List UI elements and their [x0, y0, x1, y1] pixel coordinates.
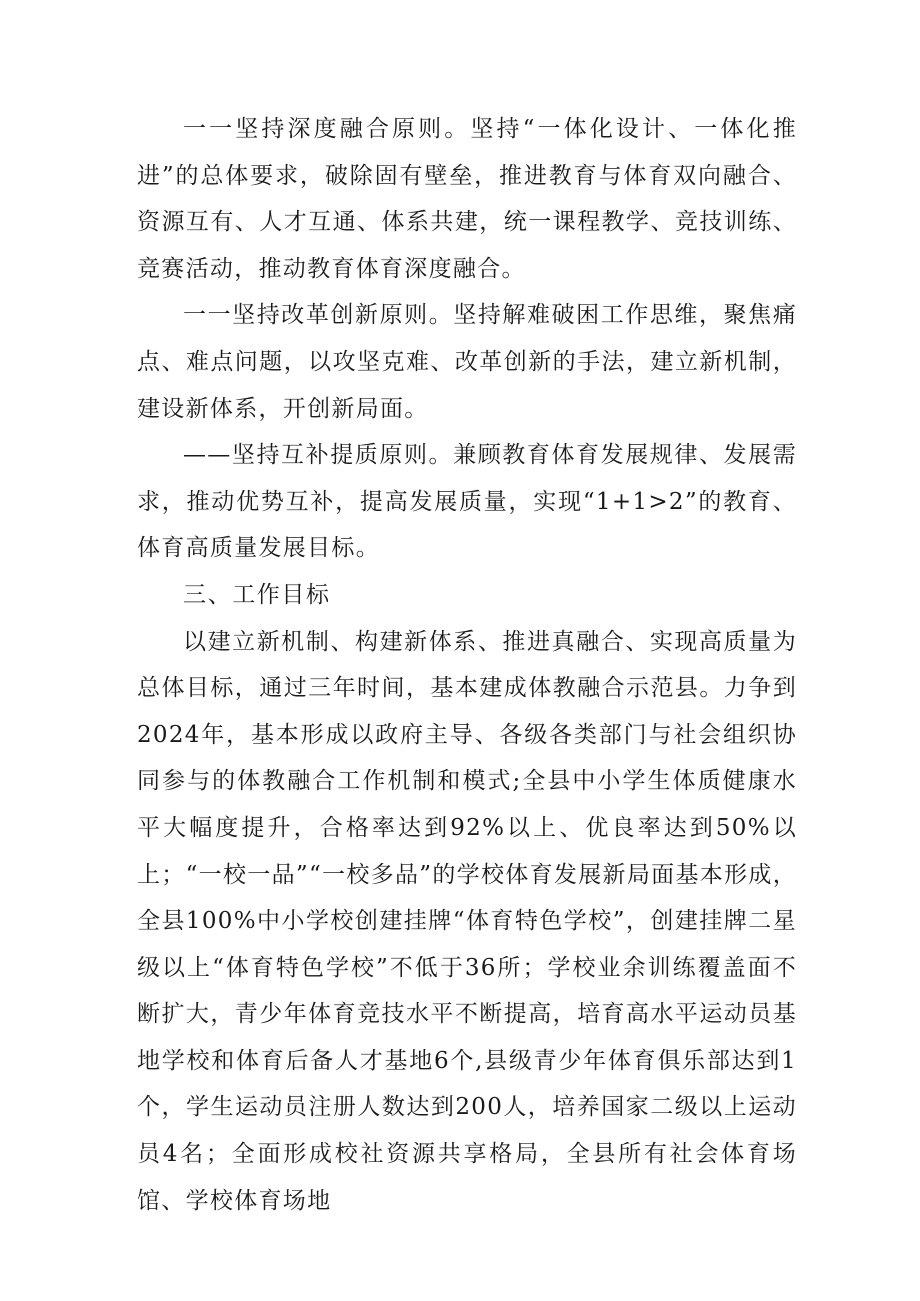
document-body [137, 106, 797, 1224]
work-goals-paragraph: 以建立新机制、构建新体系、推进真融合、实现高质量为总体目标，通过三年时间，基本建成体教融合示范县。力争到2024年，基本形成以政府主导、各级各类部门与社会组织协同参与的体教融合工作机制和模式;全县中小学生体质健康水平大幅度提升，合格率达到92%以上、优良率达到50%以上；“一校一品”“一校多品”的学校体育发展新局面基本形成，全县100%中小学校创建挂牌“体育特色学校”，创建挂牌二星级以上“体育特色学校”不低于36所；学校业余训练覆盖面不断扩大，青少年体育竞技水平不断提高，培育高水平运动员基地学校和体育后备人才基地6个,县级青少年体育俱乐部达到1个，学生运动员注册人数达到200人，培养国家二级以上运动员4名；全面形成校社资源共享格局，全县所有社会体育场馆、学校体育场地 [137, 628, 797, 1214]
section-heading-work-goals: 三、工作目标 [183, 581, 331, 608]
principle-deep-integration-paragraph: 一一坚持深度融合原则。坚持“一体化设计、一体化推进”的总体要求，破除固有壁垒，推进教育与体育双向融合、资源互有、人才互通、体系共建，统一课程教学、竞技训练、竞赛活动，推动教育体育深度融合。 [137, 116, 797, 282]
principle-reform-innovation-paragraph: 一一坚持改革创新原则。坚持解难破困工作思维，聚焦痛点、难点问题，以攻坚克难、改革创新的手法，建立新机制，建设新体系，开创新局面。 [137, 302, 797, 422]
principle-complementary-quality-paragraph: ——坚持互补提质原则。兼顾教育体育发展规律、发展需求，推动优势互补，提高发展质量，实现“1+1>2”的教育、体育高质量发展目标。 [137, 442, 797, 562]
